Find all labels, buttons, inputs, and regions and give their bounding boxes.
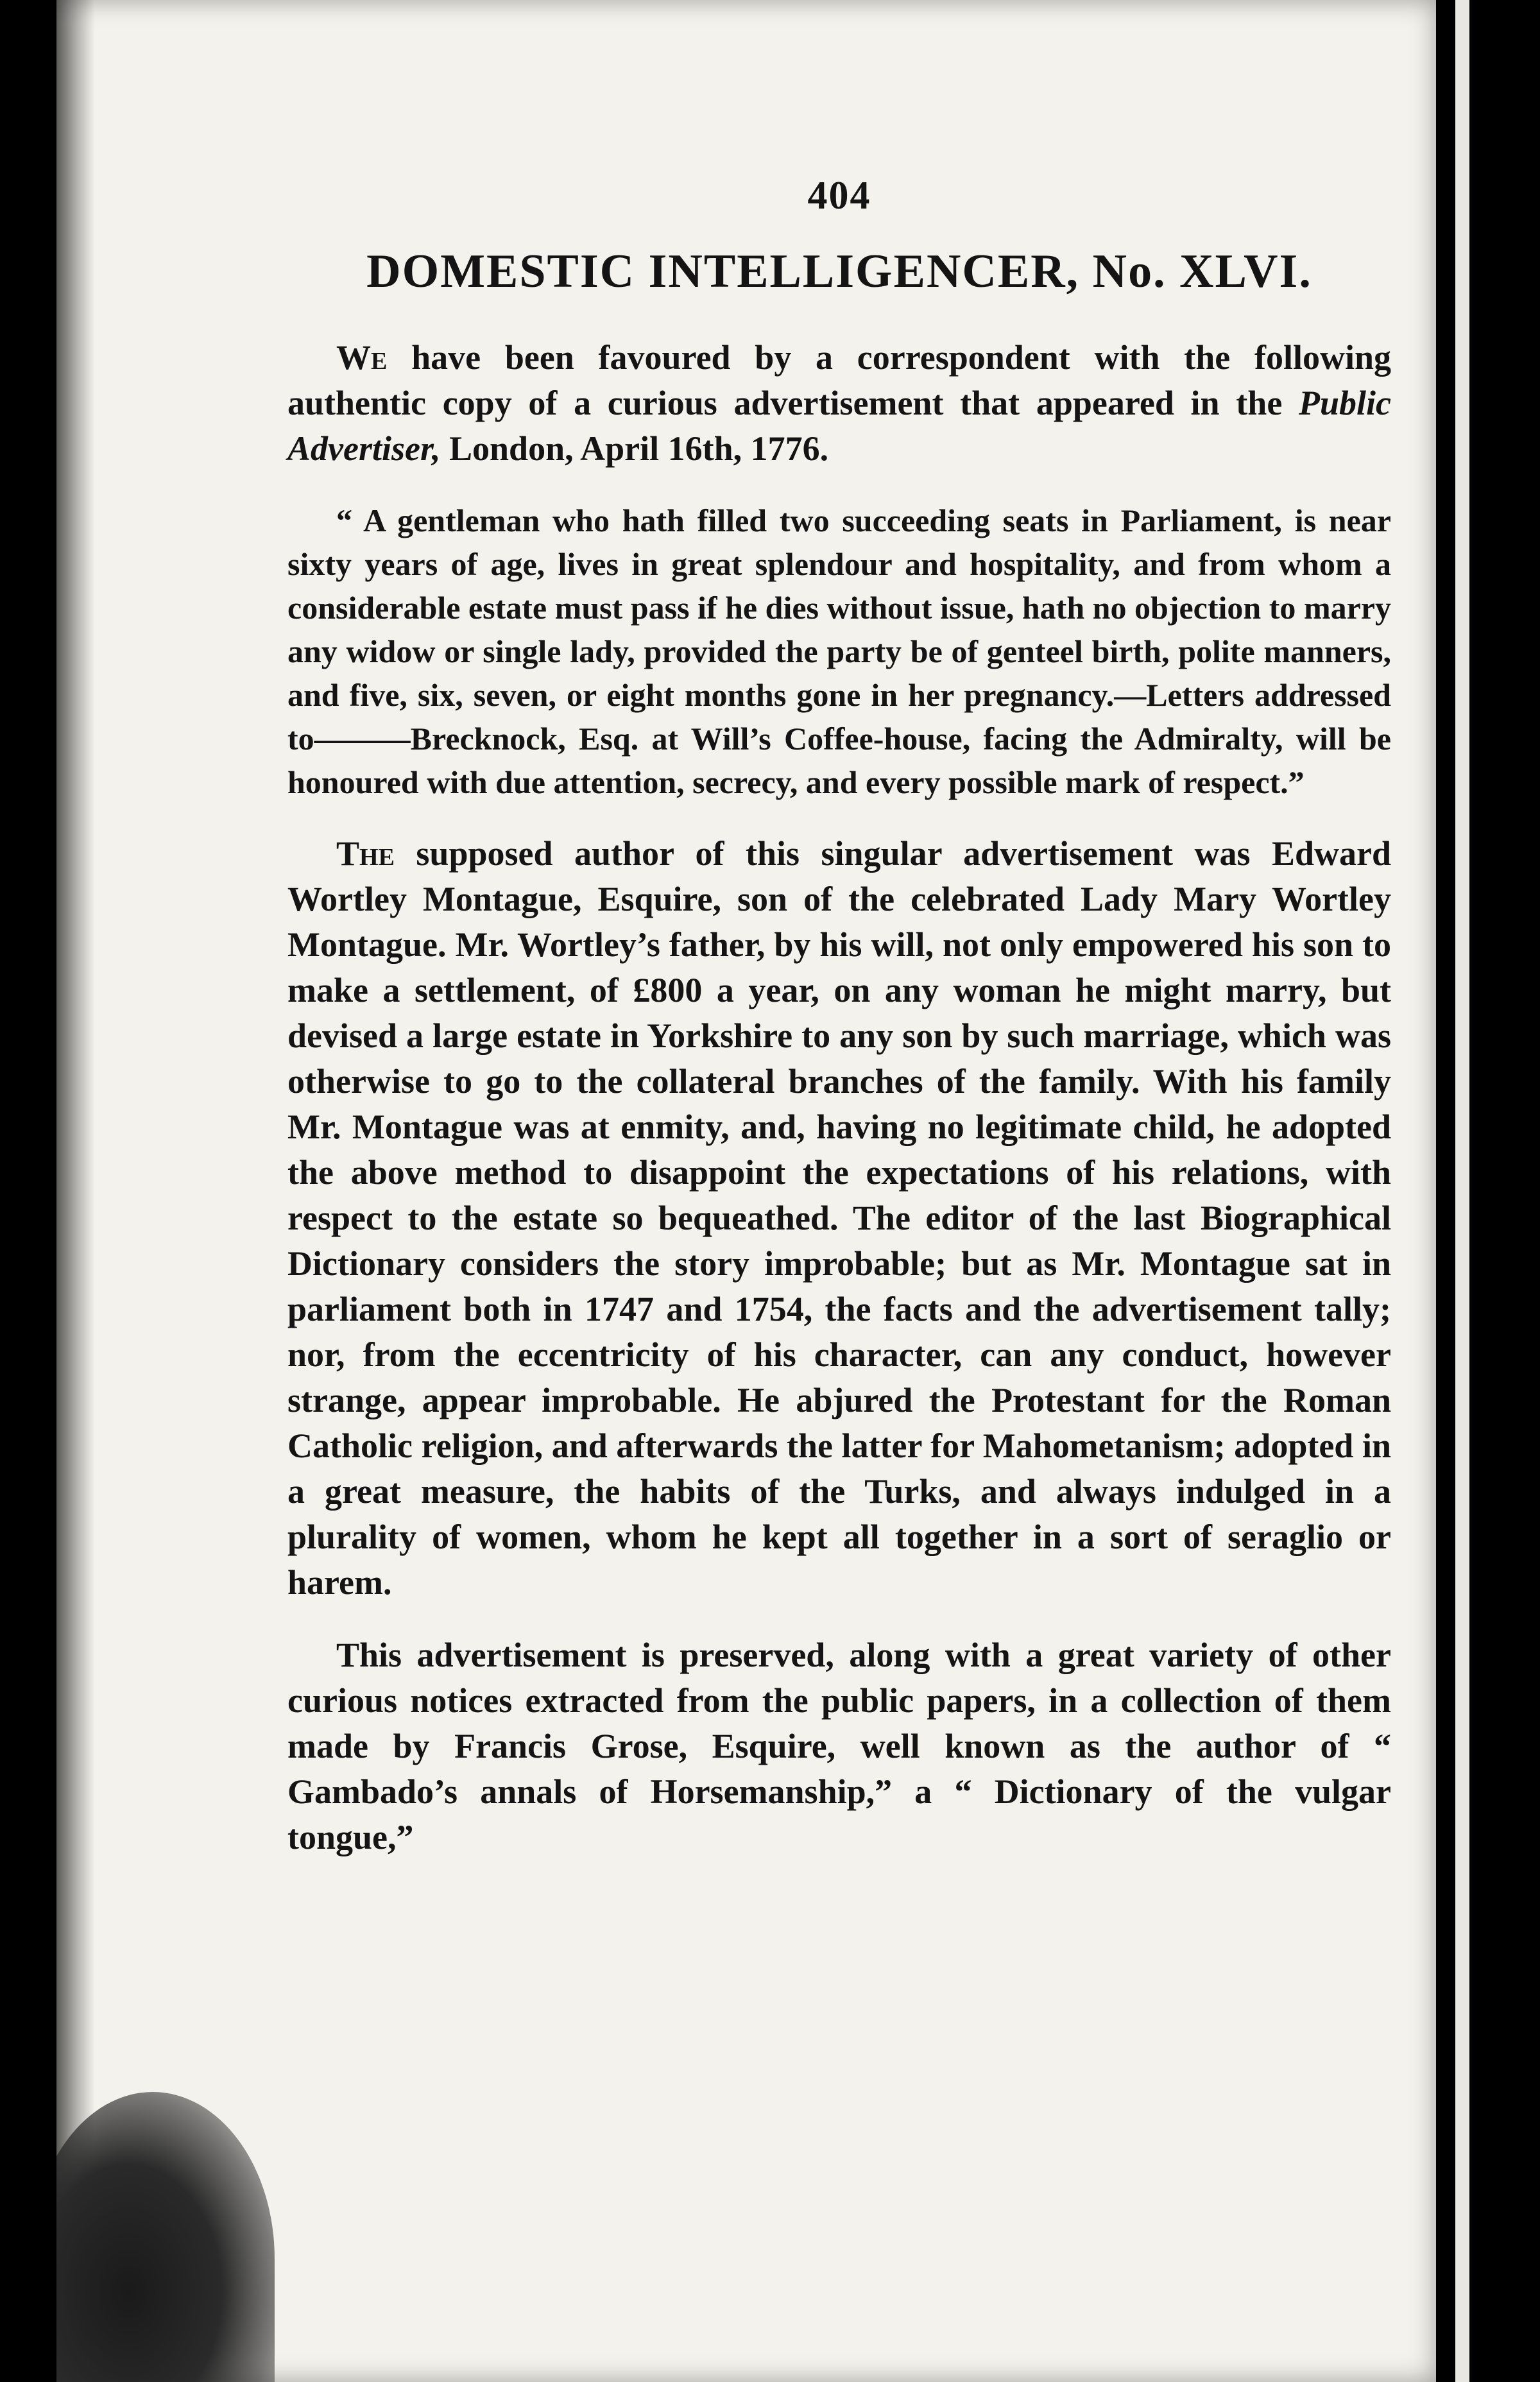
paragraph-author-lead: The — [336, 834, 395, 873]
spine-shadow — [56, 0, 95, 2382]
paragraph-intro-lead: We — [336, 338, 388, 377]
paragraph-collection: This advertisement is preserved, along with a great variety of other curious notices extracted from the public papers, in a collection of them made by Francis Grose, Esquire, well known as the author of “ Gambado’s annals of Horsemanship,” a “ Dictionary of the vulgar tongue,” — [287, 1636, 1391, 1856]
page-text — [287, 173, 1391, 1887]
page-number: 404 — [807, 174, 871, 218]
newspaper-title: Public Advertiser, — [287, 384, 1391, 468]
paragraph-intro-text: have been favoured by a correspondent with the following authentic copy of a curious advertisement that appeared in the — [287, 338, 1391, 422]
paragraph-author — [287, 831, 1391, 1606]
paragraph-author-text: supposed author of this singular advertisement was Edward Wortley Montague, Esquire, son of the celebrated Lady Mary Wortley Montague. Mr. Wortley’s father, by his will, not only empowered his son to make a settlement, of £800 a year, on any woman he might marry, but devised a large estate in Yorkshire to any son by such marriage, which was otherwise to go to the collateral branches of the family. With his family Mr. Montague was at enmity, and, having no legitimate child, he adopted the above method to disappoint the expectations of his relations, with respect to the estate so bequeathed. The editor of the last Biographical Dictionary considers the story improbable; but as Mr. Montague sat in parliament both in 1747 and 1754, the facts and the advertisement tally; nor, from the eccentricity of his character, can any conduct, however strange, appear improbable. He abjured the Protestant for the Roman Catholic religion, and afterwards the latter for Mahometanism; adopted in a great measure, the habits of the Turks, and always indulged in a plurality of women, whom he kept all together in a sort of seraglio or harem. — [287, 834, 1391, 1602]
advertisement-quote: “ A gentleman who hath filled two succeeding seats in Parliament, is near sixty years of age, lives in great splendour and hospitality, and from whom a considerable estate must pass if he dies without issue, hath no objection to marry any widow or single lady, provided the party be of genteel birth, polite manners, and five, six, seven, or eight months gone in her pregnancy.—Letters addressed to———Brecknock, Esq. at Will’s Coffee-house, facing the Admiralty, will be honoured with due attention, secrecy, and every possible mark of respect.” — [287, 502, 1391, 800]
next-page-edge — [1455, 0, 1469, 2382]
page-heading: DOMESTIC INTELLIGENCER, No. XLVI. — [366, 245, 1312, 298]
paragraph-intro — [287, 335, 1391, 472]
page-edge-dark — [1437, 0, 1540, 2382]
thumb-shadow — [56, 2092, 275, 2382]
book-page — [56, 0, 1436, 2382]
paragraph-intro-date: London, April 16th, 1776. — [440, 429, 829, 468]
